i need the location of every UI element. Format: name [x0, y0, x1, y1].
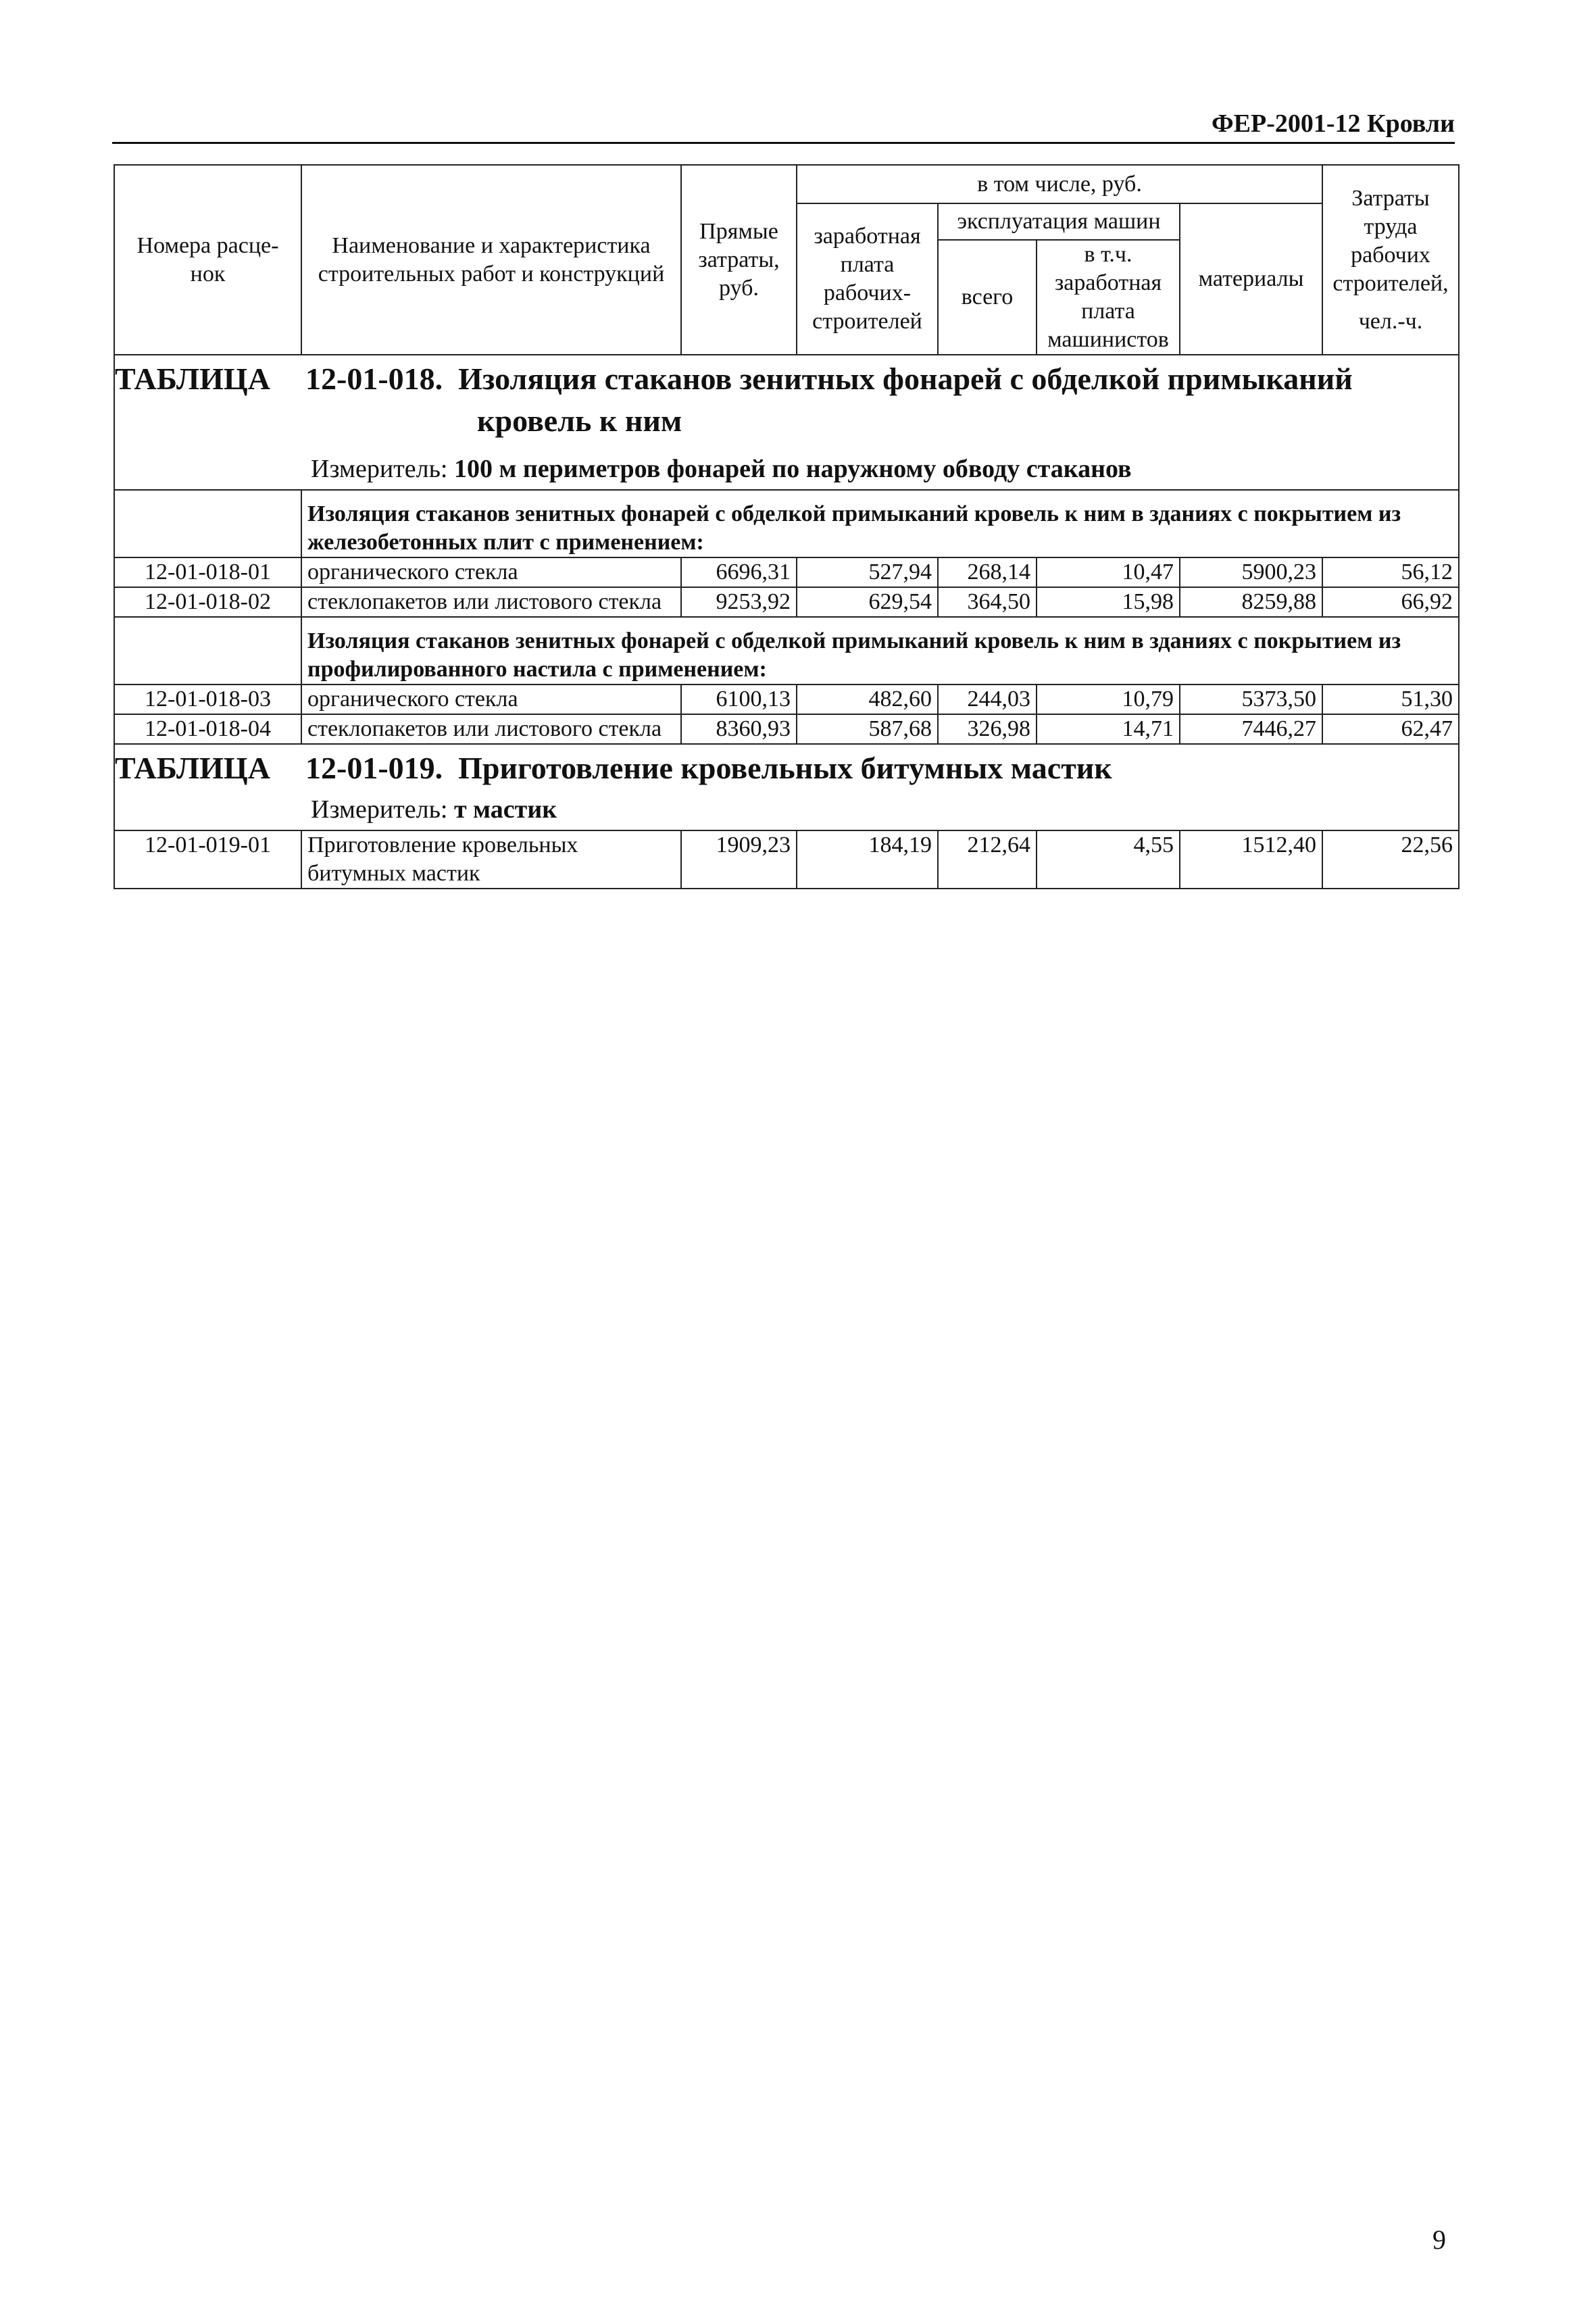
table-row [114, 557, 1459, 587]
wages: 587,68 [797, 714, 938, 744]
group-row [114, 617, 1459, 684]
materials: 1512,40 [1180, 830, 1322, 889]
group-description: Изоляция стаканов зенитных фонарей с обделкой примыканий кровель к ним в зданиях с покрытием из профилированного настила с применением: [301, 617, 1459, 684]
page-number: 9 [1432, 2224, 1446, 2255]
measure-value: т мастик [454, 795, 557, 824]
header-machines: эксплуатация машин [938, 203, 1180, 240]
rate-code: 12-01-019-01 [114, 830, 301, 889]
materials: 8259,88 [1180, 587, 1322, 617]
measure-label: Измеритель: [311, 455, 448, 483]
table-title: Приготовление кровельных битумных мастик [458, 751, 1112, 785]
table-heading-018 [114, 355, 1459, 490]
rate-name: органического стекла [301, 557, 681, 587]
rates-table [114, 164, 1460, 889]
labor: 66,92 [1322, 587, 1459, 617]
header-labor-label: Затраты труда рабочих строителей, [1332, 185, 1449, 296]
table-row [114, 684, 1459, 714]
direct-cost: 1909,23 [681, 830, 797, 889]
header-machines-wages: в т.ч. заработная плата машинистов [1037, 240, 1180, 355]
labor: 51,30 [1322, 684, 1459, 714]
machines-wages: 4,55 [1037, 830, 1180, 889]
table-title: Изоляция стаканов зенитных фонарей с обделкой примыканий [458, 362, 1353, 396]
group-row [114, 490, 1459, 557]
wages: 527,94 [797, 557, 938, 587]
machines-wages: 10,79 [1037, 684, 1180, 714]
table-word: ТАБЛИЦА [115, 751, 270, 785]
direct-cost: 6696,31 [681, 557, 797, 587]
direct-cost: 6100,13 [681, 684, 797, 714]
measure-label: Измеритель: [311, 795, 448, 824]
header-labor-unit: чел.-ч. [1358, 308, 1423, 334]
rate-code: 12-01-018-04 [114, 714, 301, 744]
machines-wages: 10,47 [1037, 557, 1180, 587]
group-description: Изоляция стаканов зенитных фонарей с обделкой примыканий кровель к ним в зданиях с покрытием из железобетонных плит с применением: [301, 490, 1459, 557]
rate-code: 12-01-018-03 [114, 684, 301, 714]
header-wages: заработная плата рабочих-строителей [797, 203, 938, 355]
rate-name: органического стекла [301, 684, 681, 714]
machines-total: 244,03 [938, 684, 1037, 714]
materials: 5900,23 [1180, 557, 1322, 587]
machines-wages: 14,71 [1037, 714, 1180, 744]
materials: 7446,27 [1180, 714, 1322, 744]
machines-total: 326,98 [938, 714, 1037, 744]
header-labor [1322, 165, 1459, 355]
materials: 5373,50 [1180, 684, 1322, 714]
table-title-continued: кровель к ним [477, 403, 682, 438]
wages: 482,60 [797, 684, 938, 714]
table-heading-019 [114, 744, 1459, 830]
direct-cost: 8360,93 [681, 714, 797, 744]
rate-name: Приготовление кровельных битумных мастик [301, 830, 681, 889]
labor: 22,56 [1322, 830, 1459, 889]
wages: 629,54 [797, 587, 938, 617]
machines-wages: 15,98 [1037, 587, 1180, 617]
header-direct: Прямые затраты, руб. [681, 165, 797, 355]
labor: 62,47 [1322, 714, 1459, 744]
machines-total: 364,50 [938, 587, 1037, 617]
header-machines-total: всего [938, 240, 1037, 355]
direct-cost: 9253,92 [681, 587, 797, 617]
table-row [114, 714, 1459, 744]
rate-name: стеклопакетов или листового стекла [301, 587, 681, 617]
table-word: ТАБЛИЦА [115, 362, 270, 396]
header-rule [112, 142, 1455, 144]
rate-code: 12-01-018-02 [114, 587, 301, 617]
table-row [114, 587, 1459, 617]
wages: 184,19 [797, 830, 938, 889]
header-code: Номера расце-нок [114, 165, 301, 355]
measure-value: 100 м периметров фонарей по наружному обводу стаканов [454, 455, 1132, 483]
rate-code: 12-01-018-01 [114, 557, 301, 587]
header-name: Наименование и характеристика строительных работ и конструкций [301, 165, 681, 355]
header-materials: материалы [1180, 203, 1322, 355]
table-number: 12-01-018. [305, 362, 443, 396]
machines-total: 212,64 [938, 830, 1037, 889]
table-row [114, 830, 1459, 889]
header-row-1 [114, 165, 1459, 203]
labor: 56,12 [1322, 557, 1459, 587]
machines-total: 268,14 [938, 557, 1037, 587]
rate-name: стеклопакетов или листового стекла [301, 714, 681, 744]
table-measure [115, 792, 1458, 830]
table-number: 12-01-019. [305, 751, 443, 785]
table-measure [115, 451, 1458, 489]
header-incl: в том числе, руб. [797, 165, 1322, 203]
running-head: ФЕР-2001-12 Кровли [1212, 109, 1455, 138]
